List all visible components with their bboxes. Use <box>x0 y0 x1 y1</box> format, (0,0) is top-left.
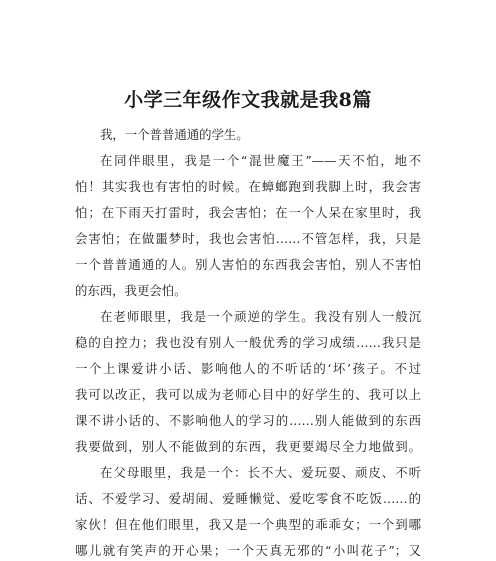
text-line: 家伙！但在他们眼里，我又是一个典型的乖乖女；一个到哪 <box>75 517 421 532</box>
text-line: 我要做到，别人不能做到的东西，我更要竭尽全力地做到。 <box>75 439 421 454</box>
text-line: 在老师眼里，我是一个顽逆的学生。我没有别人一般沉 <box>100 309 421 324</box>
text-line: 怕！其实我也有害怕的时候。在蟑螂跑到我脚上时，我会害 <box>75 179 421 194</box>
document-title: 小学三年级作文我就是我8篇 <box>124 89 372 111</box>
text-line: 哪儿就有笑声的开心果；一个天真无邪的“小叫花子”；又 <box>75 543 421 558</box>
text-line: 我，一个普普通通的学生。 <box>100 127 249 142</box>
text-line: 的东西，我更会怕。 <box>75 283 187 298</box>
text-line: 在父母眼里，我是一个：长不大、爱玩耍、顽皮、不听 <box>100 465 421 480</box>
text-line: 课不讲小话的、不影响他人的学习的……别人能做到的东西 <box>75 413 421 428</box>
text-line: 在同伴眼里，我是一个“混世魔王”——天不怕，地不 <box>100 153 421 168</box>
text-line: 一个上课爱讲小话、影响他人的不听话的‘坏’孩子。不过 <box>75 361 421 376</box>
text-line: 怕；在下雨天打雷时，我会害怕；在一个人呆在家里时，我 <box>75 205 421 220</box>
text-line: 话、不爱学习、爱胡闹、爱睡懒觉、爱吃零食不吃饭……的 <box>75 491 421 506</box>
text-line: 稳的自控力；我也没有别人一般优秀的学习成绩……我只是 <box>75 335 421 350</box>
text-line: 我可以改正，我可以成为老师心目中的好学生的、我可以上 <box>75 387 421 402</box>
text-line: 会害怕；在做噩梦时，我也会害怕……不管怎样，我，只是 <box>75 231 421 246</box>
text-line: 一个普普通通的人。别人害怕的东西我会害怕，别人不害怕 <box>75 257 421 272</box>
